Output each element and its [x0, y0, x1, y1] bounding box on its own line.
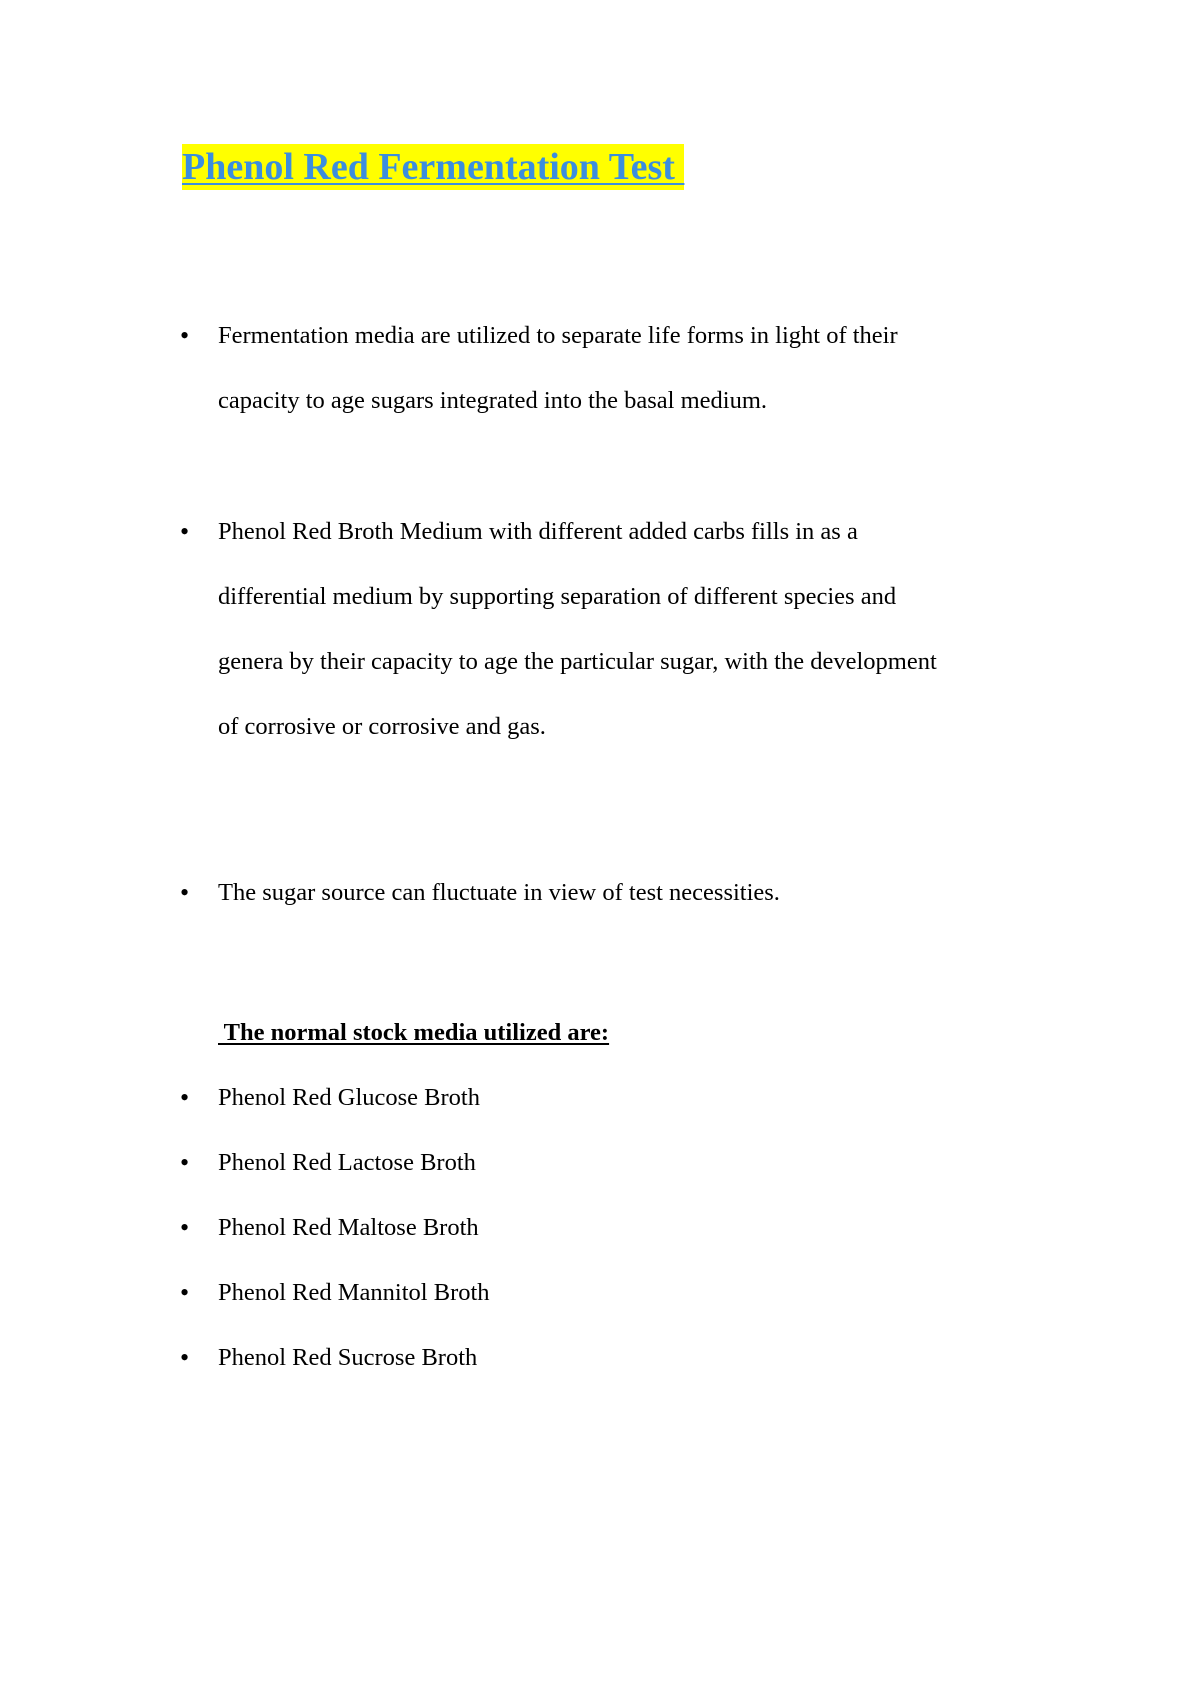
- media-item: Phenol Red Glucose Broth: [218, 1084, 480, 1111]
- bullet-icon: •: [180, 1148, 190, 1177]
- text-line: capacity to age sugars integrated into the basal medium.: [218, 387, 768, 414]
- bullet-text: [218, 499, 1080, 759]
- bullet-icon: •: [180, 1083, 190, 1112]
- text-line: genera by their capacity to age the particular sugar, with the development: [218, 648, 937, 675]
- media-item: Phenol Red Lactose Broth: [218, 1149, 476, 1176]
- media-heading: The normal stock media utilized are:: [218, 1019, 610, 1046]
- bullet-text: [218, 303, 1080, 433]
- text-line: of corrosive or corrosive and gas.: [218, 713, 546, 740]
- bullet-icon: •: [180, 1278, 190, 1307]
- text-line: Phenol Red Broth Medium with different added carbs fills in as a: [218, 518, 858, 545]
- media-item: Phenol Red Mannitol Broth: [218, 1279, 490, 1306]
- bullet-icon: •: [180, 1213, 190, 1242]
- text-line: The sugar source can fluctuate in view of test necessities.: [218, 879, 780, 906]
- bullet-icon: •: [180, 878, 190, 907]
- text-line: Fermentation media are utilized to separate life forms in light of their: [218, 322, 898, 349]
- page-title: Phenol Red Fermentation Test: [182, 146, 685, 188]
- media-item: Phenol Red Maltose Broth: [218, 1214, 479, 1241]
- bullet-icon: •: [180, 1343, 190, 1372]
- media-item: Phenol Red Sucrose Broth: [218, 1344, 478, 1371]
- bullet-icon: •: [180, 321, 190, 350]
- text-line: differential medium by supporting separation of different species and: [218, 583, 897, 610]
- bullet-icon: •: [180, 517, 190, 546]
- bullet-text: [218, 860, 1080, 925]
